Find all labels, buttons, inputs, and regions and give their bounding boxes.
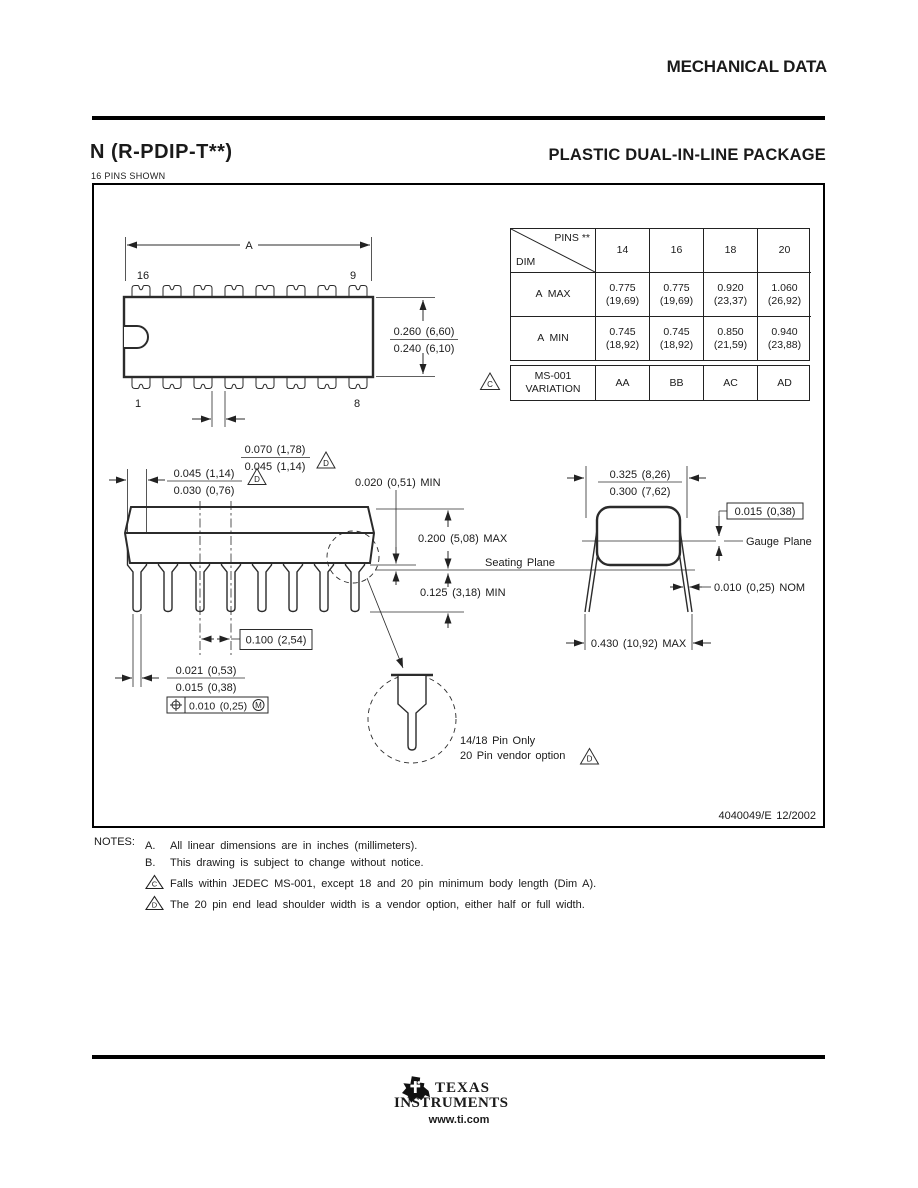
table-cell: 0.940 (23,88) xyxy=(757,316,811,360)
mmc-symbol-icon xyxy=(253,700,264,711)
note-marker-c-icon xyxy=(481,373,500,390)
table-cell: BB xyxy=(649,366,703,400)
seating-plane-label: Seating Plane xyxy=(485,557,555,569)
svg-text:D: D xyxy=(151,900,158,910)
mechanical-drawing-frame xyxy=(92,183,825,828)
pin-number-9: 9 xyxy=(349,270,357,282)
dim-standoff: 0.020 (0,51) MIN xyxy=(355,477,441,489)
dim-body-width-min: 0.240 (6,10) xyxy=(393,343,455,355)
dim-lead-thickness: 0.010 (0,25) NOM xyxy=(714,582,806,594)
table-corner-bottom: DIM xyxy=(516,256,536,269)
svg-text:D: D xyxy=(254,475,260,484)
end-view-body xyxy=(597,507,680,565)
table-cell: AA xyxy=(595,366,649,400)
end-view xyxy=(566,466,812,650)
dim-a-label: A xyxy=(245,240,253,252)
detail-note-line2: 20 Pin vendor option xyxy=(460,750,566,762)
svg-text:D: D xyxy=(586,754,593,764)
table-row-label: MS-001 VARIATION xyxy=(525,370,581,395)
pin-number-1: 1 xyxy=(134,398,142,410)
table-cell: 1.060 (26,92) xyxy=(757,272,811,316)
dim-body-width-max: 0.260 (6,60) xyxy=(393,326,455,338)
note-item-a: A. All linear dimensions are in inches (millimeters). xyxy=(145,840,418,852)
position-tolerance-frame xyxy=(167,697,268,713)
top-view xyxy=(124,237,458,473)
position-tolerance-value: 0.010 (0,25) xyxy=(189,700,248,713)
svg-text:C: C xyxy=(151,879,158,889)
dim-pitch: 0.100 (2,54) xyxy=(245,634,307,647)
table-col-header: 16 xyxy=(649,229,703,272)
table-col-header: 14 xyxy=(595,229,649,272)
package-code: N (R-PDIP-T**) xyxy=(90,141,233,163)
dim-shoulder-width-min: 0.030 (0,76) xyxy=(173,485,235,497)
ti-logo xyxy=(394,1074,524,1132)
svg-text:C: C xyxy=(487,380,493,389)
pin-detail-view xyxy=(368,675,599,764)
table-col-header: 20 xyxy=(757,229,811,272)
brand-name-bottom: INSTRUMENTS xyxy=(394,1095,509,1111)
drawing-number: 4040049/E 12/2002 xyxy=(718,810,816,822)
top-view-pins-top xyxy=(132,286,367,298)
dim-lead-spacing-min: 0.045 (1,14) xyxy=(244,461,306,473)
table-cell: 0.775 (19,69) xyxy=(649,272,703,316)
top-view-pins-bottom xyxy=(132,377,367,389)
table-cell: AC xyxy=(703,366,757,400)
pins-shown-subtitle: 16 PINS SHOWN xyxy=(91,171,166,181)
note-item-c: C Falls within JEDEC MS-001, except 18 and 20 pin minimum body length (Dim A). xyxy=(92,870,816,890)
page-title: MECHANICAL DATA xyxy=(666,57,827,76)
dimension-table xyxy=(510,228,810,401)
dim-gauge-offset: 0.015 (0,38) xyxy=(734,506,796,518)
table-cell: 0.745 (18,92) xyxy=(595,316,649,360)
note-marker-d-icon xyxy=(317,452,335,468)
pin1-index-notch xyxy=(124,326,148,348)
dim-lead-width-min: 0.015 (0,38) xyxy=(175,682,237,694)
bottom-rule xyxy=(92,1055,825,1059)
table-corner-top: PINS ** xyxy=(554,232,590,244)
pin-number-16: 16 xyxy=(136,270,150,282)
table-cell: 0.745 (18,92) xyxy=(649,316,703,360)
pin-number-8: 8 xyxy=(353,398,361,410)
package-name: PLASTIC DUAL-IN-LINE PACKAGE xyxy=(548,146,826,164)
table-row-label: A MIN xyxy=(511,316,595,360)
dim-lead-below: 0.125 (3,18) MIN xyxy=(420,587,506,599)
table-col-header: 18 xyxy=(703,229,757,272)
detail-note-line1: 14/18 Pin Only xyxy=(460,735,536,747)
svg-text:M: M xyxy=(255,701,262,710)
svg-text:D: D xyxy=(323,459,329,468)
note-item-d: D The 20 pin end lead shoulder width is a vendor option, either half or full width. xyxy=(92,891,816,911)
note-marker-c-icon xyxy=(145,874,170,890)
side-view-body xyxy=(125,507,374,563)
table-cell: AD xyxy=(757,366,811,400)
top-view-body xyxy=(124,297,373,377)
gauge-plane-label: Gauge Plane xyxy=(746,536,812,548)
notes-section xyxy=(92,835,816,911)
dim-shoulder-width-max: 0.045 (1,14) xyxy=(173,468,235,480)
dim-row-width-min: 0.300 (7,62) xyxy=(609,486,671,498)
dim-span: 0.430 (10,92) MAX xyxy=(590,638,687,650)
table-corner-cell xyxy=(511,229,595,272)
dim-lead-width-max: 0.021 (0,53) xyxy=(175,665,237,677)
table-cell: 0.920 (23,37) xyxy=(703,272,757,316)
dimension-table-main xyxy=(510,228,810,361)
table-cell: 0.775 (19,69) xyxy=(595,272,649,316)
dim-row-width-max: 0.325 (8,26) xyxy=(609,469,671,481)
dim-body-height: 0.200 (5,08) MAX xyxy=(418,533,508,545)
notes-heading: NOTES: xyxy=(94,836,135,848)
top-rule xyxy=(92,116,825,120)
dimension-table-variation xyxy=(510,365,810,401)
note-item-b: B. This drawing is subject to change without notice. xyxy=(145,857,424,869)
note-marker-d-icon xyxy=(581,749,599,765)
position-symbol-icon xyxy=(170,699,182,711)
note-marker: A. xyxy=(145,840,156,852)
dim-lead-spacing-max: 0.070 (1,78) xyxy=(244,444,306,456)
note-marker: B. xyxy=(145,857,156,869)
brand-url: www.ti.com xyxy=(428,1114,490,1126)
brand-name-top: TEXAS xyxy=(435,1080,491,1096)
table-cell: 0.850 (21,59) xyxy=(703,316,757,360)
table-row-label: A MAX xyxy=(511,272,595,316)
note-marker-d-icon xyxy=(145,895,170,911)
